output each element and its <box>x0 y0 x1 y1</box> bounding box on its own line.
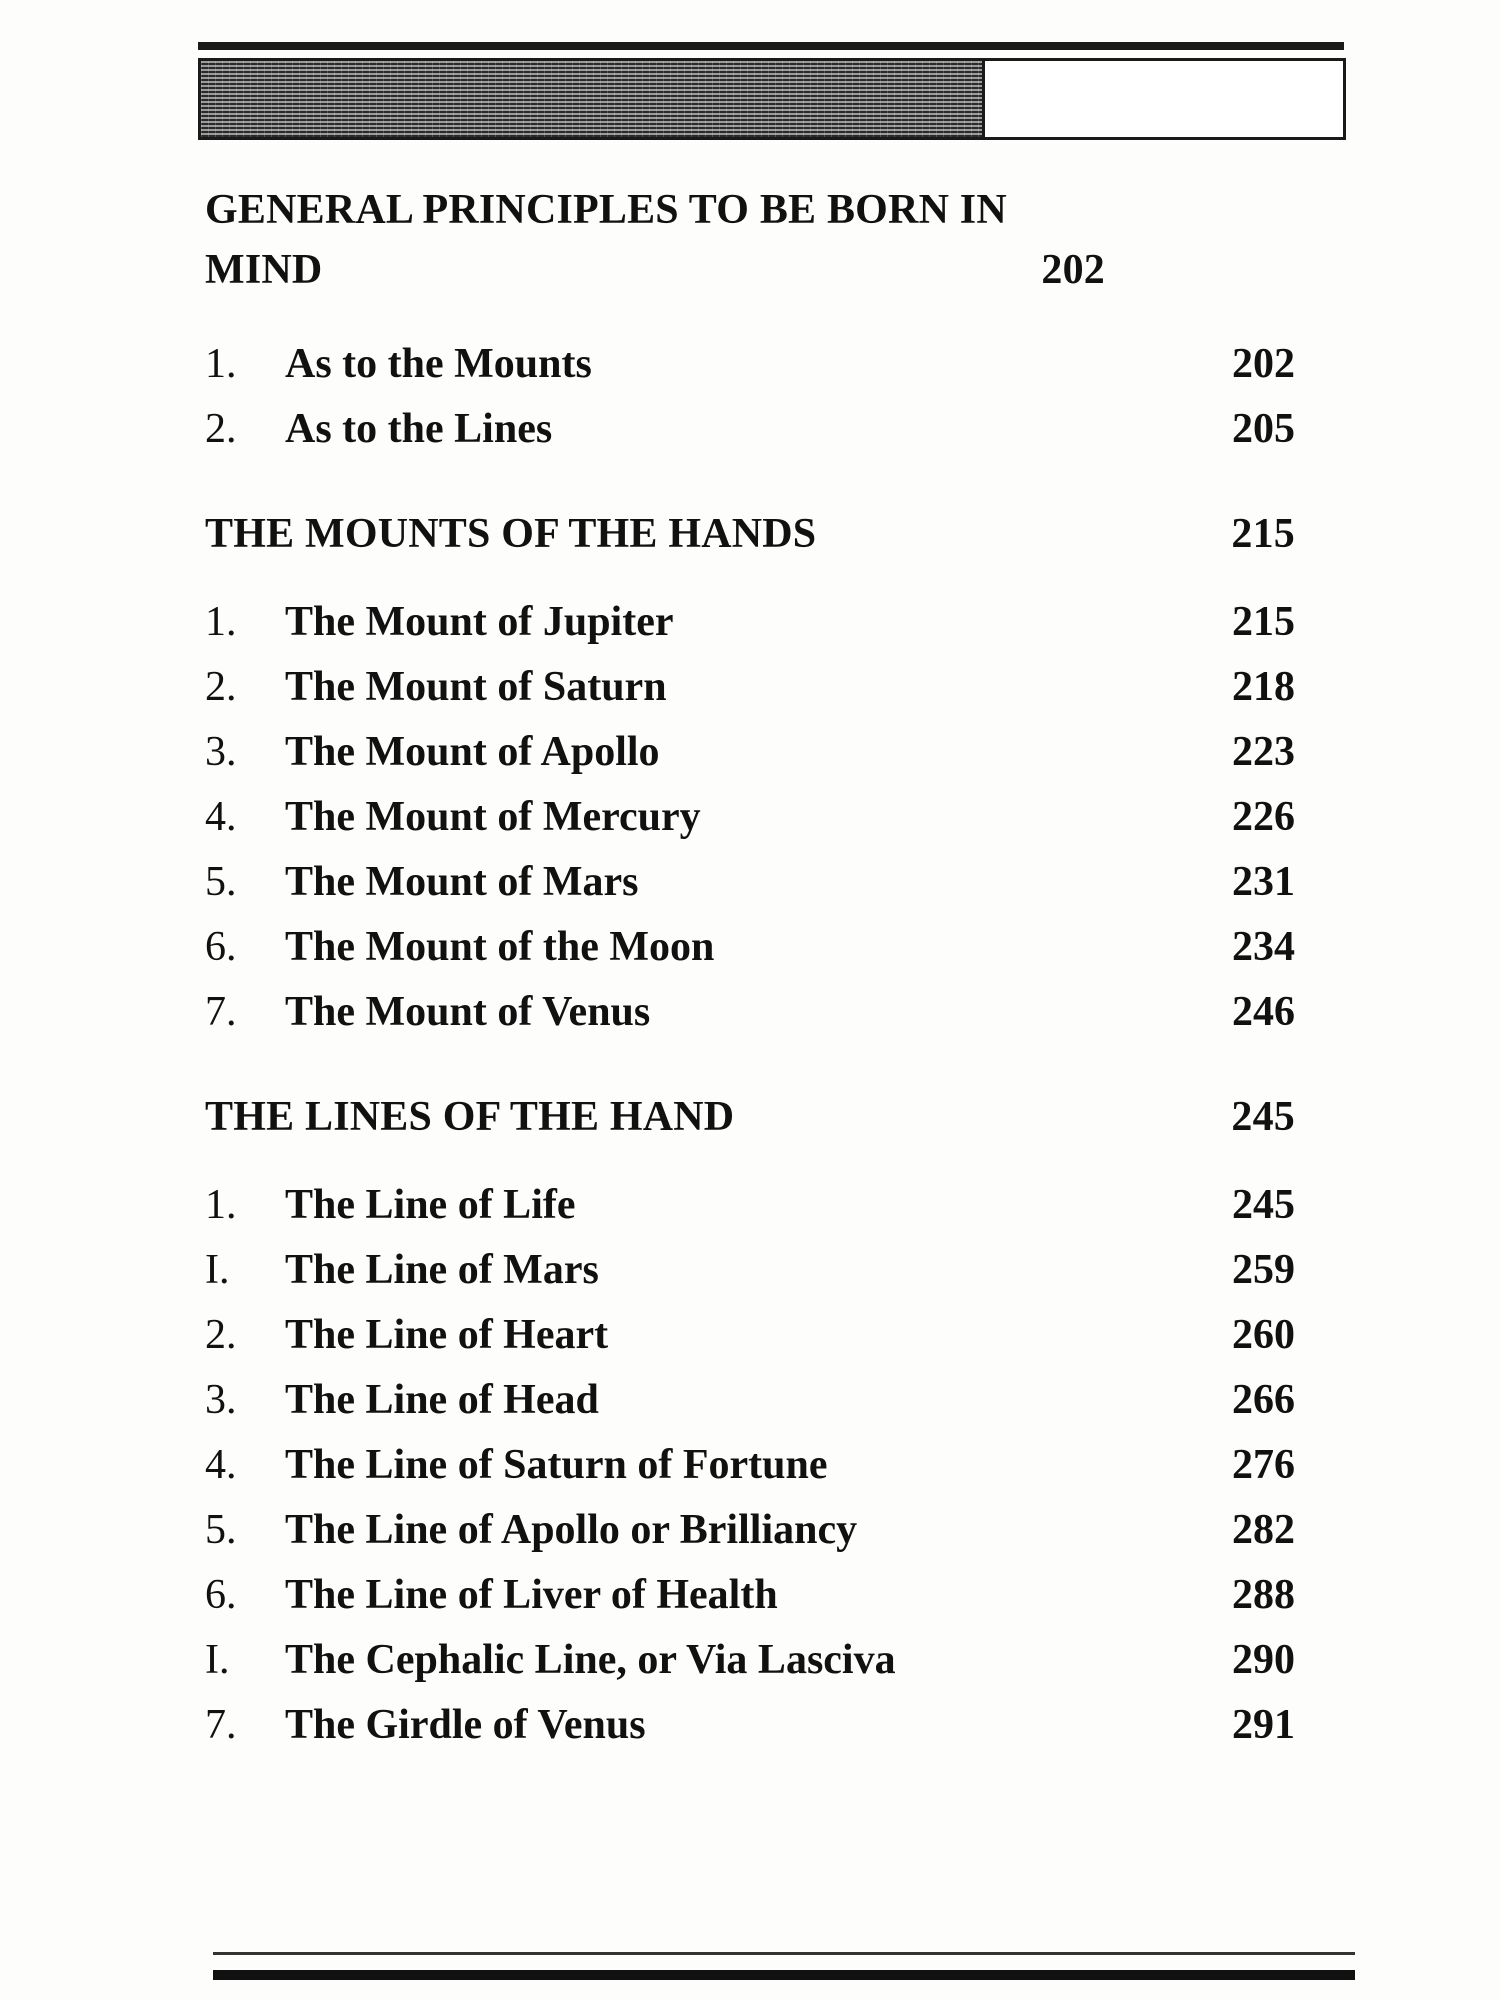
entry-list <box>205 340 1295 470</box>
section-page-number: 245 <box>1231 1094 1295 1140</box>
section-title: THE MOUNTS OF THE HANDS <box>205 511 817 557</box>
entry-title: The Mount of Jupiter <box>285 599 674 645</box>
section-title: THE LINES OF THE HAND <box>205 1094 735 1140</box>
list-item <box>205 1701 1295 1766</box>
list-item <box>205 1311 1295 1376</box>
section-page-number: 202 <box>1041 247 1105 293</box>
entry-page-number: 259 <box>1232 1247 1295 1293</box>
entry-title: The Girdle of Venus <box>285 1702 646 1748</box>
entry-title: As to the Mounts <box>285 341 592 387</box>
list-item <box>205 923 1295 988</box>
entry-page-number: 245 <box>1232 1182 1295 1228</box>
list-item <box>205 1181 1295 1246</box>
entry-title: As to the Lines <box>285 406 553 452</box>
entry-page-number: 223 <box>1232 729 1295 775</box>
list-item <box>205 988 1295 1053</box>
footer-rule-thin <box>213 1952 1355 1955</box>
section-heading <box>205 510 1295 558</box>
entry-page-number: 276 <box>1232 1442 1295 1488</box>
header-pattern <box>201 61 985 137</box>
footer-rule-thick <box>213 1970 1355 1980</box>
list-item <box>205 405 1295 470</box>
entry-list <box>205 1181 1295 1766</box>
list-item <box>205 598 1295 663</box>
entry-page-number: 290 <box>1232 1637 1295 1683</box>
entry-page-number: 218 <box>1232 664 1295 710</box>
toc-section <box>205 510 1295 1053</box>
entry-number: I. <box>205 1247 230 1293</box>
entry-page-number: 288 <box>1232 1572 1295 1618</box>
list-item <box>205 728 1295 793</box>
list-item <box>205 663 1295 728</box>
header-ornament <box>198 58 1346 140</box>
entry-title: The Line of Life <box>285 1182 576 1228</box>
list-item <box>205 1636 1295 1701</box>
entry-page-number: 291 <box>1232 1702 1295 1748</box>
entry-title: The Mount of Mars <box>285 859 639 905</box>
list-item <box>205 1376 1295 1441</box>
entry-title: The Mount of the Moon <box>285 924 715 970</box>
entry-number: 7. <box>205 1702 237 1748</box>
entry-page-number: 231 <box>1232 859 1295 905</box>
entry-number: 7. <box>205 989 237 1035</box>
entry-number: 2. <box>205 664 237 710</box>
list-item <box>205 793 1295 858</box>
entry-title: The Line of Liver of Health <box>285 1572 778 1618</box>
list-item <box>205 1571 1295 1636</box>
entry-page-number: 234 <box>1232 924 1295 970</box>
entry-page-number: 215 <box>1232 599 1295 645</box>
entry-title: The Line of Mars <box>285 1247 599 1293</box>
entry-title: The Cephalic Line, or Via Lasciva <box>285 1637 896 1683</box>
list-item <box>205 858 1295 923</box>
table-of-contents <box>205 180 1295 1766</box>
section-heading <box>205 1093 1295 1141</box>
entry-number: 4. <box>205 794 237 840</box>
entry-title: The Mount of Venus <box>285 989 651 1035</box>
entry-number: 1. <box>205 599 237 645</box>
list-item <box>205 1246 1295 1311</box>
section-page-number: 215 <box>1231 511 1295 557</box>
entry-title: The Mount of Saturn <box>285 664 667 710</box>
entry-page-number: 202 <box>1232 341 1295 387</box>
entry-list <box>205 598 1295 1053</box>
list-item <box>205 340 1295 405</box>
section-title: GENERAL PRINCIPLES TO BE BORN IN MIND <box>205 187 1007 293</box>
entry-title: The Line of Heart <box>285 1312 609 1358</box>
entry-number: 3. <box>205 1377 237 1423</box>
entry-page-number: 282 <box>1232 1507 1295 1553</box>
entry-number: 2. <box>205 1312 237 1358</box>
entry-page-number: 266 <box>1232 1377 1295 1423</box>
toc-section <box>205 180 1295 470</box>
list-item <box>205 1506 1295 1571</box>
list-item <box>205 1441 1295 1506</box>
entry-title: The Line of Saturn of Fortune <box>285 1442 828 1488</box>
entry-title: The Mount of Mercury <box>285 794 701 840</box>
entry-number: 6. <box>205 924 237 970</box>
entry-number: 4. <box>205 1442 237 1488</box>
entry-title: The Line of Apollo or Brilliancy <box>285 1507 858 1553</box>
entry-number: 2. <box>205 406 237 452</box>
entry-page-number: 226 <box>1232 794 1295 840</box>
entry-page-number: 260 <box>1232 1312 1295 1358</box>
entry-number: I. <box>205 1637 230 1683</box>
entry-number: 3. <box>205 729 237 775</box>
entry-number: 6. <box>205 1572 237 1618</box>
section-heading <box>205 180 1295 300</box>
entry-title: The Line of Head <box>285 1377 599 1423</box>
entry-number: 5. <box>205 859 237 905</box>
top-rule <box>198 42 1344 50</box>
entry-number: 5. <box>205 1507 237 1553</box>
toc-section <box>205 1093 1295 1766</box>
entry-page-number: 205 <box>1232 406 1295 452</box>
entry-page-number: 246 <box>1232 989 1295 1035</box>
entry-number: 1. <box>205 1182 237 1228</box>
entry-number: 1. <box>205 341 237 387</box>
entry-title: The Mount of Apollo <box>285 729 660 775</box>
